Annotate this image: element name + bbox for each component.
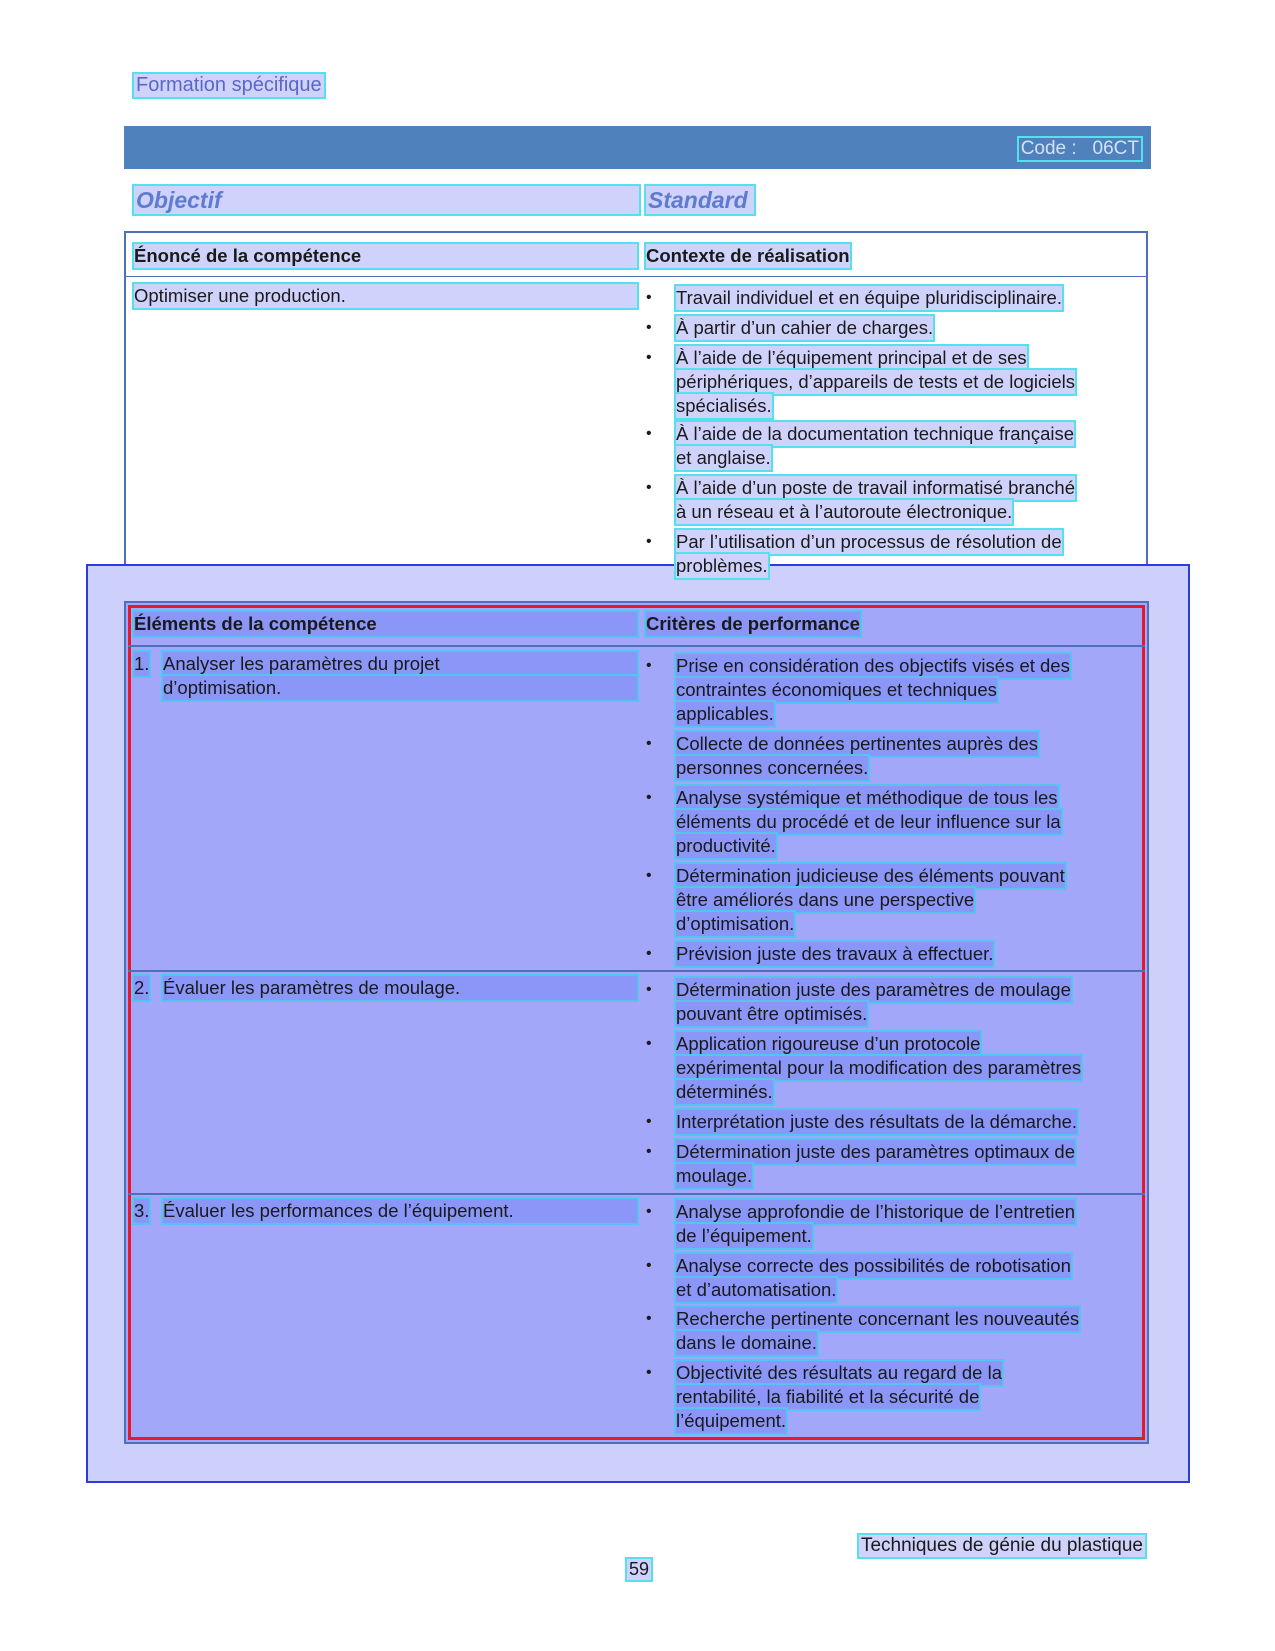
criterion-bullet: •: [646, 867, 652, 884]
context-bullet: •: [646, 349, 652, 366]
context-bullet: •: [646, 533, 652, 550]
context-item-line: spécialisés.: [676, 395, 772, 416]
criterion-line: Analyse systémique et méthodique de tous les: [676, 787, 1058, 808]
criterion-line: productivité.: [676, 835, 776, 856]
table2-header-left: Éléments de la compétence: [134, 612, 637, 636]
criterion-line: Détermination juste des paramètres optimaux de: [676, 1141, 1075, 1162]
code-label: Code :: [1020, 138, 1077, 159]
code-bar: [124, 126, 1151, 169]
criterion-bullet: •: [646, 1310, 652, 1327]
context-item-line: Par l’utilisation d’un processus de résolution de: [676, 531, 1062, 552]
criterion-bullet: •: [646, 735, 652, 752]
context-bullet: •: [646, 319, 652, 336]
criterion-line: expérimental pour la modification des paramètres: [676, 1057, 1082, 1078]
criterion-line: applicables.: [676, 703, 774, 724]
criterion-bullet: •: [646, 1364, 652, 1381]
criterion-line: et d’automatisation.: [676, 1279, 837, 1300]
criterion-line: Analyse correcte des possibilités de robotisation: [676, 1255, 1071, 1276]
criterion-bullet: •: [646, 1257, 652, 1274]
criterion-line: de l’équipement.: [676, 1225, 812, 1246]
competence-statement: Optimiser une production.: [134, 284, 637, 308]
criterion-line: rentabilité, la fiabilité et la sécurité de: [676, 1386, 980, 1407]
criterion-bullet: •: [646, 789, 652, 806]
context-bullet: •: [646, 479, 652, 496]
criterion-line: Détermination judicieuse des éléments pouvant: [676, 865, 1065, 886]
context-item-line: à un réseau et à l’autoroute électronique.: [676, 501, 1013, 522]
criterion-line: Interprétation juste des résultats de la démarche.: [676, 1111, 1078, 1132]
context-bullet: •: [646, 289, 652, 306]
criterion-line: Analyse approfondie de l’historique de l’entretien: [676, 1201, 1076, 1222]
row-divider-2: [128, 1193, 1145, 1195]
criterion-line: Application rigoureuse d’un protocole: [676, 1033, 981, 1054]
element-number: 1.: [134, 653, 150, 674]
criterion-line: d’optimisation.: [676, 913, 795, 934]
elements-header-divider: [128, 645, 1145, 647]
criterion-bullet: •: [646, 1143, 652, 1160]
row-divider-1: [128, 970, 1145, 972]
code-text: [1019, 138, 1141, 160]
section-objectif: Objectif: [134, 186, 639, 214]
element-line: Évaluer les paramètres de moulage.: [163, 976, 637, 1000]
table1-header-left: Énoncé de la compétence: [134, 244, 637, 268]
criterion-line: Prise en considération des objectifs visés et des: [676, 655, 1070, 676]
criterion-line: Objectivité des résultats au regard de la: [676, 1362, 1002, 1383]
criterion-line: pouvant être optimisés.: [676, 1003, 868, 1024]
criterion-line: Collecte de données pertinentes auprès des: [676, 733, 1039, 754]
criterion-line: moulage.: [676, 1165, 753, 1186]
element-number: 2.: [134, 977, 150, 998]
context-item-line: périphériques, d’appareils de tests et de logiciels: [676, 371, 1076, 392]
context-item-line: problèmes.: [676, 555, 768, 576]
table1-header-right: Contexte de réalisation: [646, 245, 850, 266]
page-number: 59: [629, 1559, 650, 1579]
criterion-line: Prévision juste des travaux à effectuer.: [676, 943, 994, 964]
element-line: Évaluer les performances de l’équipement.: [163, 1199, 637, 1223]
context-item-line: À l’aide d’un poste de travail informatisé branché: [676, 477, 1076, 498]
table2-header-right: Critères de performance: [646, 613, 860, 634]
criterion-line: dans le domaine.: [676, 1332, 817, 1353]
element-number: 3.: [134, 1200, 150, 1221]
criterion-line: Recherche pertinente concernant les nouveautés: [676, 1308, 1080, 1329]
criterion-bullet: •: [646, 981, 652, 998]
criterion-bullet: •: [646, 945, 652, 962]
section-standard: Standard: [646, 186, 754, 214]
code-value: 06CT: [1092, 138, 1139, 159]
competence-table-header-divider: [126, 276, 1146, 277]
criterion-line: contraintes économiques et techniques: [676, 679, 997, 700]
criterion-bullet: •: [646, 657, 652, 674]
running-header: Formation spécifique: [136, 74, 322, 96]
criterion-line: Détermination juste des paramètres de moulage: [676, 979, 1071, 1000]
context-item-line: Travail individuel et en équipe pluridisciplinaire.: [676, 287, 1062, 308]
element-line: d’optimisation.: [163, 676, 637, 700]
criterion-bullet: •: [646, 1113, 652, 1130]
context-item-line: et anglaise.: [676, 447, 771, 468]
criterion-line: déterminés.: [676, 1081, 773, 1102]
element-line: Analyser les paramètres du projet: [163, 652, 637, 676]
footer-title: Techniques de génie du plastique: [860, 1535, 1143, 1556]
context-item-line: À l’aide de la documentation technique française: [676, 423, 1075, 444]
criterion-line: l’équipement.: [676, 1410, 787, 1431]
criterion-line: être améliorés dans une perspective: [676, 889, 975, 910]
context-item-line: À l’aide de l’équipement principal et de ses: [676, 347, 1027, 368]
criterion-line: personnes concernées.: [676, 757, 869, 778]
criterion-bullet: •: [646, 1035, 652, 1052]
context-bullet: •: [646, 425, 652, 442]
context-item-line: À partir d’un cahier de charges.: [676, 317, 934, 338]
criterion-line: éléments du procédé et de leur influence sur la: [676, 811, 1061, 832]
criterion-bullet: •: [646, 1203, 652, 1220]
